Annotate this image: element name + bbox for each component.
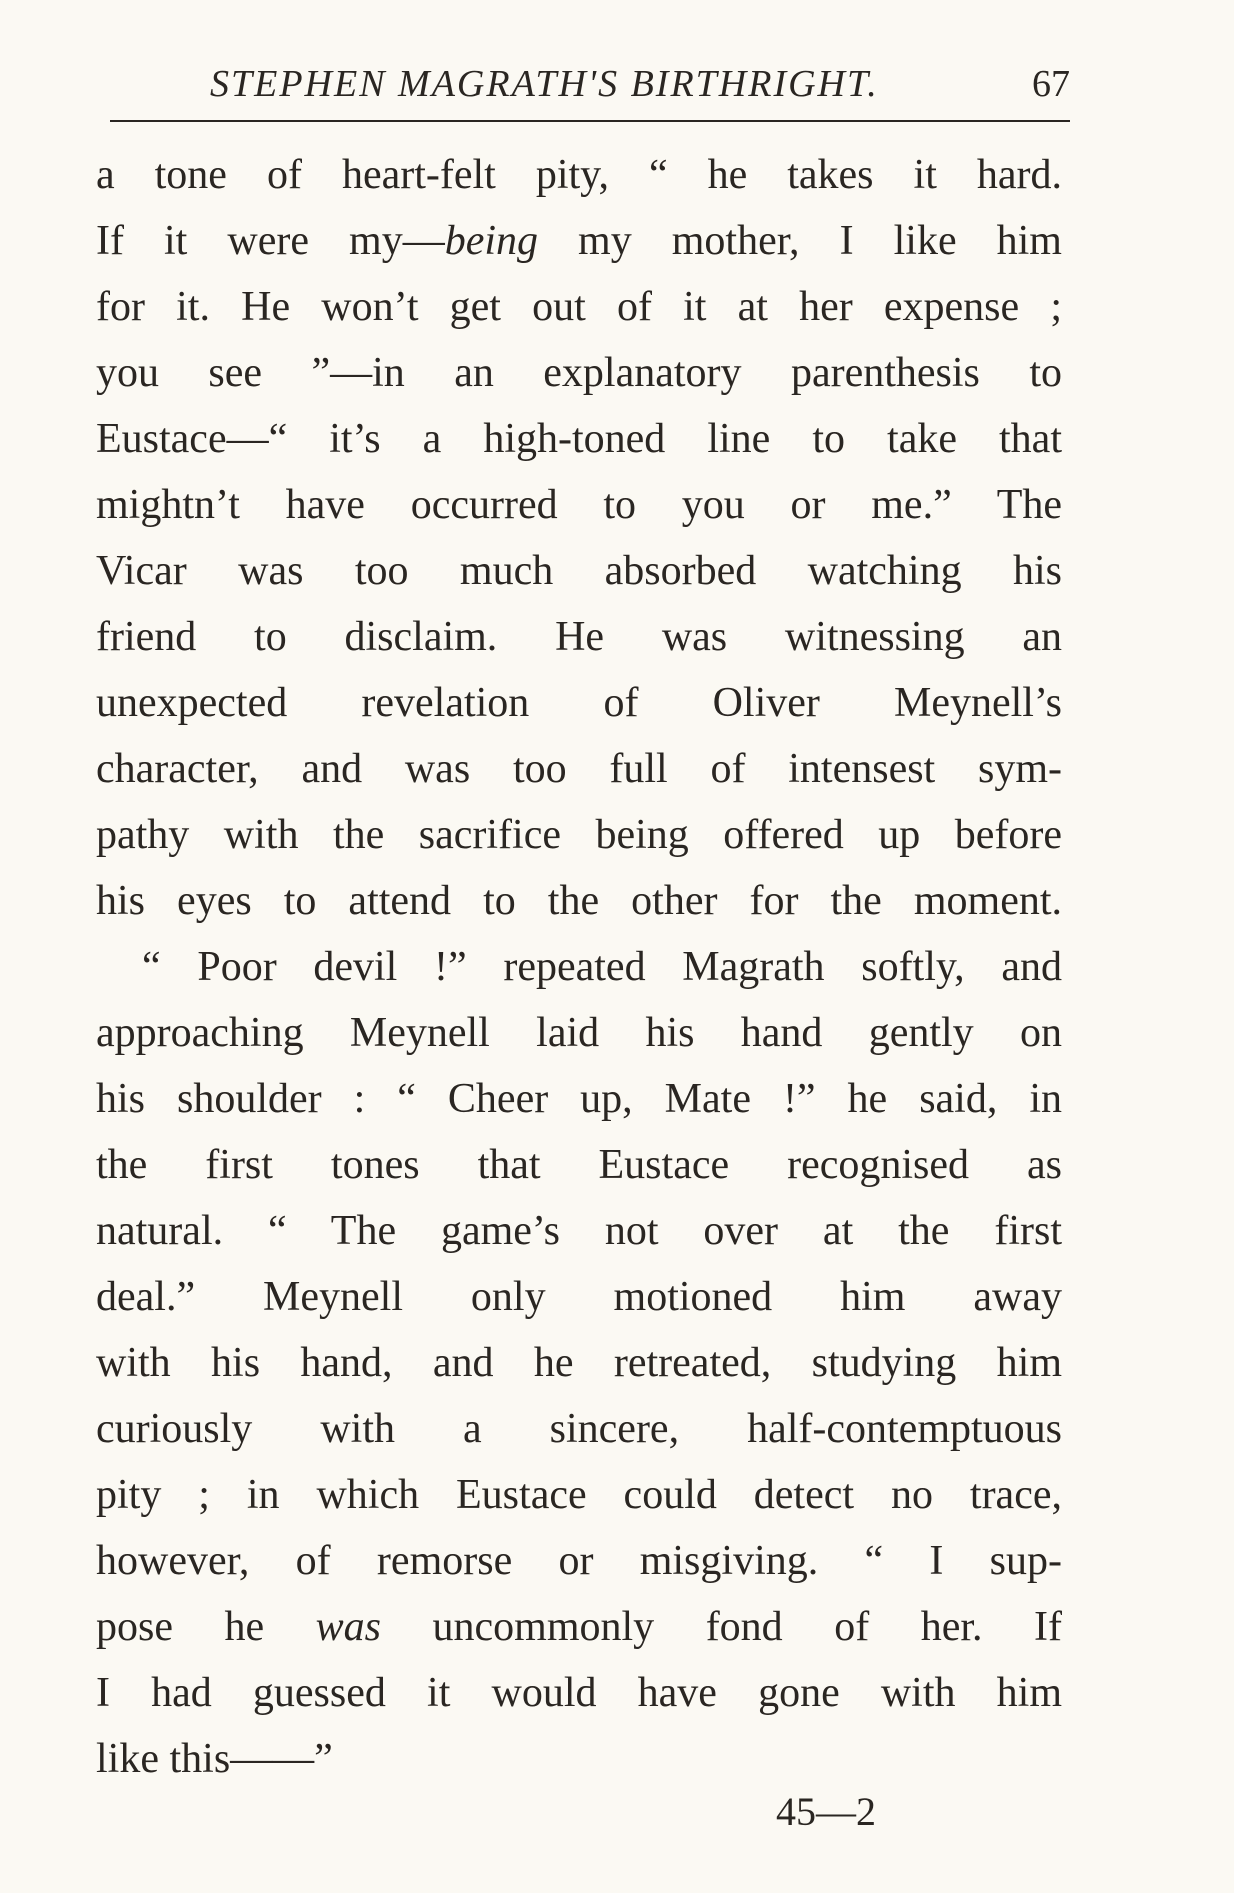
text-line: the first tones that Eustace recognised as: [96, 1142, 1062, 1188]
text-line: deal.” Meynell only motioned him away: [96, 1274, 1062, 1320]
running-header: [110, 58, 1070, 118]
text-line: his eyes to attend to the other for the moment.: [96, 878, 1062, 924]
text-line: mightn’t have occurred to you or me.” The: [96, 482, 1062, 528]
paragraph-start-line: “ Poor devil !” repeated Magrath softly, and: [142, 944, 1062, 990]
header-rule: [110, 120, 1070, 122]
text-line: Vicar was too much absorbed watching his: [96, 548, 1062, 594]
text-line: Eustace—“ it’s a high-toned line to take that: [96, 416, 1062, 462]
text-line: like this——”: [96, 1736, 333, 1782]
text-line: you see ”—in an explanatory parenthesis to: [96, 350, 1062, 396]
text-line: a tone of heart-felt pity, “ he takes it hard.: [96, 152, 1062, 198]
text-line: his shoulder : “ Cheer up, Mate !” he said, in: [96, 1076, 1062, 1122]
text-line: I had guessed it would have gone with him: [96, 1670, 1062, 1716]
text-line: If it were my—being my mother, I like him: [96, 218, 1062, 264]
text-line: approaching Meynell laid his hand gently on: [96, 1010, 1062, 1056]
body-text: [96, 142, 1062, 1792]
text-line: friend to disclaim. He was witnessing an: [96, 614, 1062, 660]
text-line: character, and was too full of intensest sym-: [96, 746, 1062, 792]
page-number: 67: [1032, 63, 1070, 105]
text-line: natural. “ The game’s not over at the first: [96, 1208, 1062, 1254]
text-line: pathy with the sacrifice being offered up before: [96, 812, 1062, 858]
text-line: with his hand, and he retreated, studying him: [96, 1340, 1062, 1386]
signature-mark: 45—2: [776, 1789, 876, 1834]
italic-word: being: [444, 218, 539, 264]
text-line: unexpected revelation of Oliver Meynell’s: [96, 680, 1062, 726]
text-line: pose he was uncommonly fond of her. If: [96, 1604, 1062, 1650]
italic-word: was: [315, 1604, 382, 1650]
text-line: pity ; in which Eustace could detect no trace,: [96, 1472, 1062, 1518]
text-line: curiously with a sincere, half-contemptuous: [96, 1406, 1062, 1452]
text-line: for it. He won’t get out of it at her expense ;: [96, 284, 1062, 330]
running-title: STEPHEN MAGRATH'S BIRTHRIGHT.: [210, 63, 879, 105]
text-line: however, of remorse or misgiving. “ I sup-: [96, 1538, 1062, 1584]
